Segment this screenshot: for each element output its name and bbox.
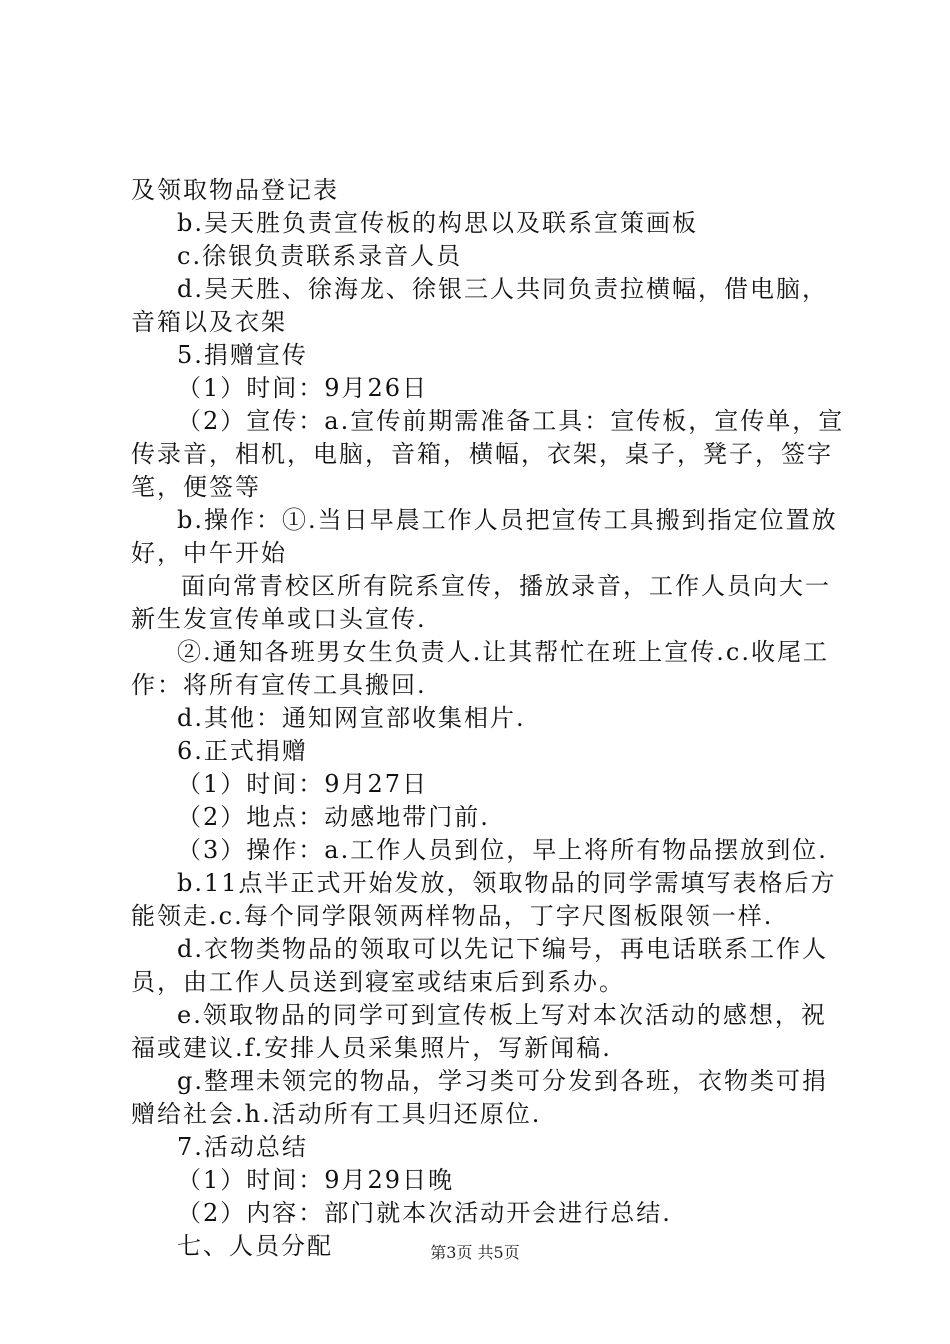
text-line: （2）宣传：a.宣传前期需准备工具：宣传板，宣传单，宣 (177, 407, 845, 435)
section-heading: 七、人员分配 (177, 1232, 333, 1260)
text-line: 笔，便签等 (131, 473, 261, 501)
text-line: b.吴天胜负责宣传板的构思以及联系宣策画板 (177, 209, 698, 237)
text-line: （2）地点：动感地带门前. (177, 803, 490, 831)
text-line: e.领取物品的同学可到宣传板上写对本次活动的感想，祝 (177, 1001, 827, 1029)
text-line: 新生发宣传单或口头宣传. (131, 605, 427, 633)
text-line: d.衣物类物品的领取可以先记下编号，再电话联系工作人 (177, 935, 828, 963)
text-line: （2）内容：部门就本次活动开会进行总结. (177, 1199, 672, 1227)
text-line: d.吴天胜、徐海龙、徐银三人共同负责拉横幅，借电脑， (177, 275, 828, 303)
text-line: （3）操作：a.工作人员到位，早上将所有物品摆放到位. (177, 836, 828, 864)
text-line: 传录音，相机，电脑，音箱，横幅，衣架，桌子，凳子，签字 (131, 440, 833, 468)
text-line: 能领走.c.每个同学限领两样物品，丁字尺图板限领一样. (131, 902, 774, 930)
text-line: 作：将所有宣传工具搬回. (131, 671, 427, 699)
text-line: 及领取物品登记表 (131, 176, 339, 204)
text-line: （1）时间：9月29日晚 (177, 1166, 455, 1194)
text-line: b.11点半正式开始发放，领取物品的同学需填写表格后方 (177, 869, 837, 897)
text-line: 好，中午开始 (131, 539, 287, 567)
page-number-footer: 第3页 共5页 (430, 1243, 520, 1262)
text-line: 面向常青校区所有院系宣传，播放录音，工作人员向大一 (181, 572, 831, 600)
section-heading: 7.活动总结 (177, 1133, 308, 1161)
text-line: （1）时间：9月27日 (177, 770, 429, 798)
text-line: b.操作：①.当日早晨工作人员把宣传工具搬到指定位置放 (177, 506, 838, 534)
text-line: ②.通知各班男女生负责人.让其帮忙在班上宣传.c.收尾工 (177, 638, 829, 666)
text-line: d.其他：通知网宣部收集相片. (177, 704, 526, 732)
text-line: 福或建议.f.安排人员采集照片，写新闻稿. (131, 1034, 612, 1062)
document-body (131, 174, 845, 1263)
text-line: 员，由工作人员送到寝室或结束后到系办。 (131, 968, 625, 996)
text-line: c.徐银负责联系录音人员 (177, 242, 463, 270)
text-line: （1）时间：9月26日 (177, 374, 429, 402)
text-line: 赠给社会.h.活动所有工具归还原位. (131, 1100, 542, 1128)
section-heading: 6.正式捐赠 (177, 737, 308, 765)
text-line: g.整理未领完的物品，学习类可分发到各班，衣物类可捐 (177, 1067, 828, 1095)
text-line: 音箱以及衣架 (131, 308, 287, 336)
section-heading: 5.捐赠宣传 (177, 341, 308, 369)
